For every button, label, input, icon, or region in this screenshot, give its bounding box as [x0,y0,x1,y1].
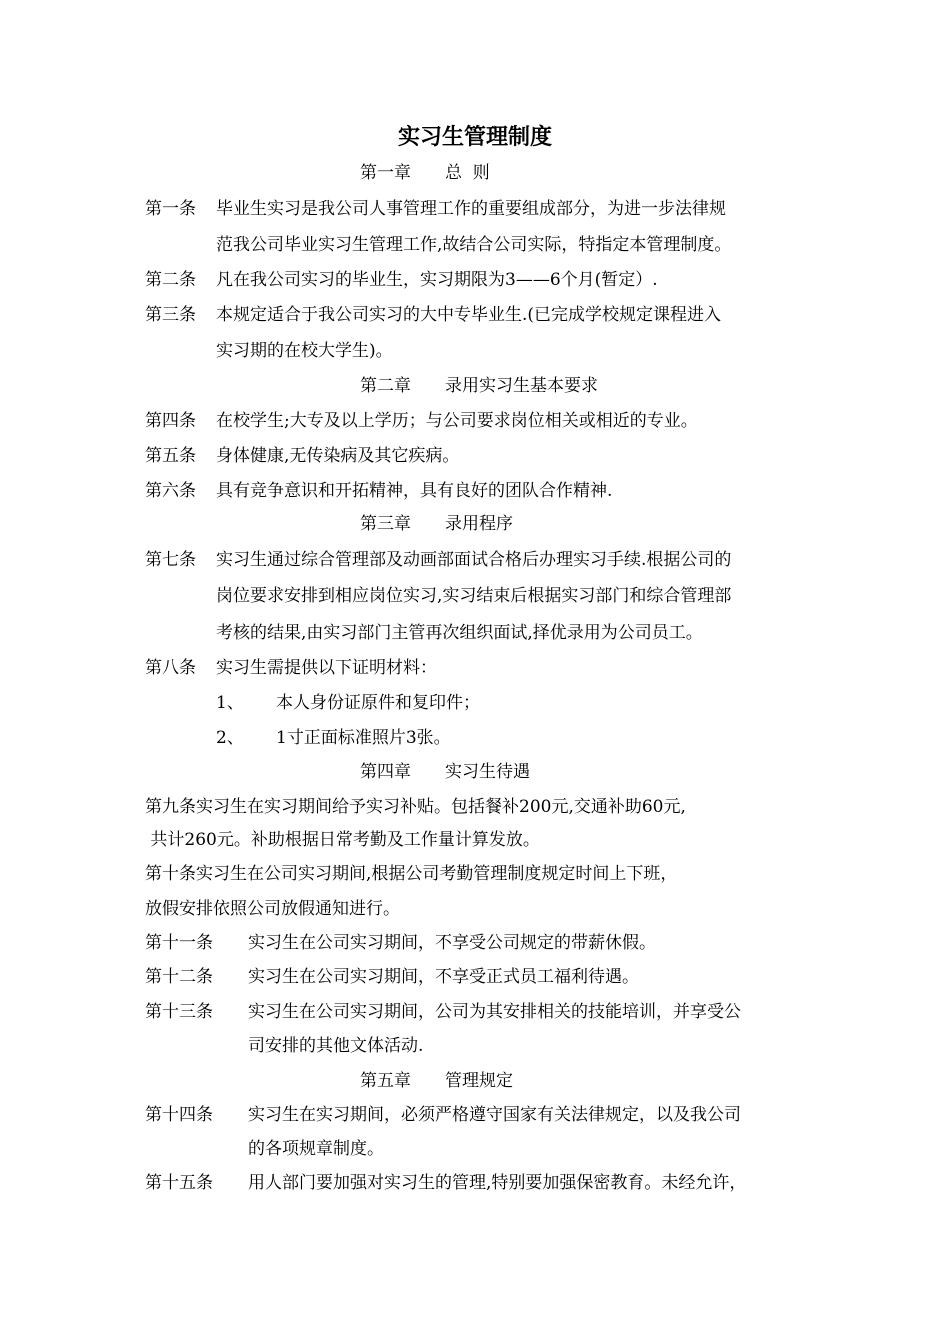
article-10-continuation: 放假安排依照公司放假通知进行。 [145,899,400,919]
chapter-title: 管理规定 [445,1071,513,1091]
article-11 [145,931,656,955]
article-label: 第一条 [145,199,196,219]
article-label: 第九条 [145,797,196,817]
article-text: 本规定适合于我公司实习的大中专毕业生.(已完成学校规定课程进入 [216,305,722,325]
chapter-number: 第四章 [360,762,411,782]
article-13-continuation: 司安排的其他文体活动. [248,1036,424,1056]
article-label: 第十条 [145,864,196,884]
article-12 [145,965,639,989]
article-label: 第十一条 [145,933,213,953]
article-2 [145,268,658,292]
article-text: 身体健康,无传染病及其它疾病。 [216,446,460,466]
article-7 [145,548,731,572]
article-3-continuation: 实习期的在校大学生)。 [216,341,393,361]
article-9-continuation: 共计260元。补助根据日常考勤及工作量计算发放。 [145,830,540,850]
article-1-continuation: 范我公司毕业实习生管理工作,故结合公司实际，特指定本管理制度。 [216,235,732,255]
chapter-title: 实习生待遇 [445,762,530,782]
list-item-text: 本人身份证原件和复印件； [276,693,480,713]
article-text: 实习生在公司实习期间，不享受公司规定的带薪休假。 [248,933,656,953]
article-3 [145,303,721,327]
article-6 [145,479,612,503]
page-title: 实习生管理制度 [397,125,552,150]
chapter-number: 第一章 [360,163,411,183]
article-15 [145,1171,746,1195]
article-14-continuation: 的各项规章制度。 [248,1139,384,1159]
article-text: 毕业生实习是我公司人事管理工作的重要组成部分，为进一步法律规 [216,199,726,219]
article-10 [145,862,677,886]
list-item [216,726,451,750]
article-text: 在校学生;大专及以上学历；与公司要求岗位相关或相近的专业。 [216,411,698,431]
article-label: 第十五条 [145,1173,213,1193]
chapter-number: 第二章 [360,376,411,396]
article-4 [145,409,698,433]
list-item-number: 2、 [216,728,244,748]
article-text: 用人部门要加强对实习生的管理,特别要加强保密教育。未经允许， [248,1173,747,1193]
article-text: 实习生在实习期间，必须严格遵守国家有关法律规定，以及我公司 [248,1105,741,1125]
article-label: 第八条 [145,658,196,678]
article-text: 实习生在实习期间给予实习补贴。包括餐补200元,交通补助60元, [196,797,686,817]
article-13 [145,1000,741,1024]
article-5 [145,444,459,468]
chapter-3-heading [360,512,513,536]
article-7-continuation: 考核的结果,由实习部门主管再次组织面试,择优录用为公司员工。 [216,623,703,643]
chapter-4-heading [360,760,530,784]
article-7-continuation: 岗位要求安排到相应岗位实习,实习结束后根据实习部门和综合管理部 [216,586,732,606]
article-label: 第十三条 [145,1002,213,1022]
article-label: 第三条 [145,305,196,325]
chapter-5-heading [360,1069,513,1093]
article-text: 实习生在公司实习期间，不享受正式员工福利待遇。 [248,967,639,987]
article-label: 第十四条 [145,1105,213,1125]
article-text: 凡在我公司实习的毕业生，实习期限为3——6个月(暂定）. [216,270,658,290]
article-8 [145,656,437,680]
article-label: 第十二条 [145,967,213,987]
article-1 [145,197,726,221]
chapter-number: 第五章 [360,1071,411,1091]
chapter-2-heading [360,374,598,398]
chapter-title: 录用实习生基本要求 [445,376,598,396]
article-label: 第六条 [145,481,196,501]
article-label: 第二条 [145,270,196,290]
list-item [216,691,480,715]
article-14 [145,1103,741,1127]
chapter-title: 总 则 [445,163,490,183]
article-label: 第四条 [145,411,196,431]
list-item-text: 1寸正面标准照片3张。 [276,728,451,748]
article-text: 实习生在公司实习期间,根据公司考勤管理制度规定时间上下班， [196,864,678,884]
list-item-number: 1、 [216,693,244,713]
chapter-number: 第三章 [360,514,411,534]
article-label: 第五条 [145,446,196,466]
article-label: 第七条 [145,550,196,570]
article-9 [145,795,686,819]
article-text: 实习生需提供以下证明材料： [216,658,437,678]
article-text: 实习生通过综合管理部及动画部面试合格后办理实习手续.根据公司的 [216,550,732,570]
chapter-1-heading [360,161,490,185]
article-text: 具有竞争意识和开拓精神，具有良好的团队合作精神. [216,481,613,501]
article-text: 实习生在公司实习期间，公司为其安排相关的技能培训，并享受公 [248,1002,741,1022]
chapter-title: 录用程序 [445,514,513,534]
